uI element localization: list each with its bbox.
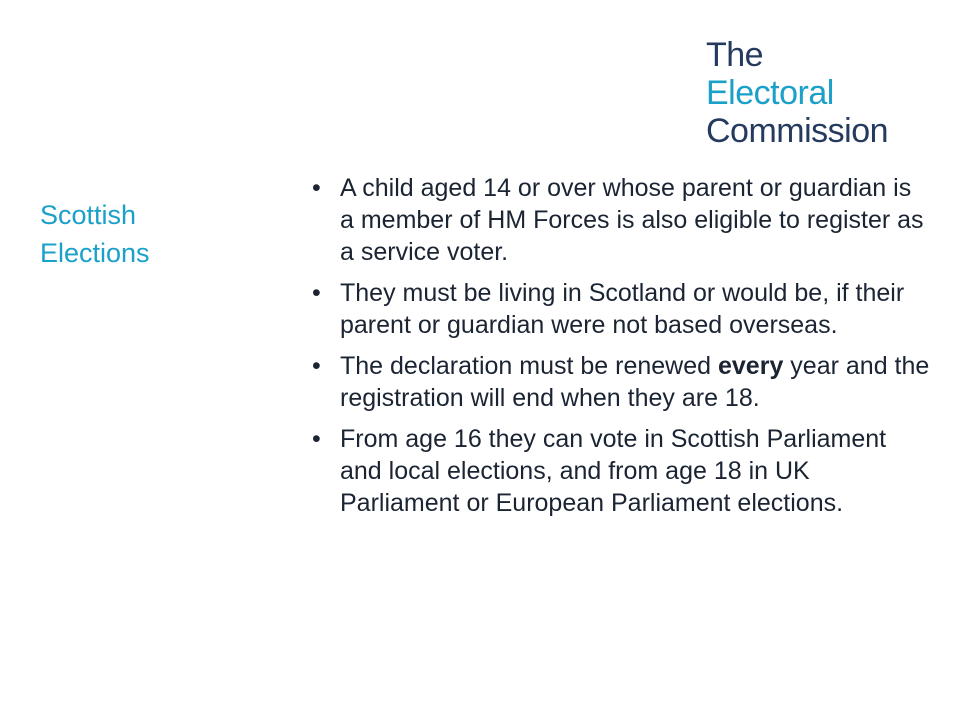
bullet-text: From age 16 they can vote in Scottish Parliament and local elections, and from age 18 in UK Parliament or European Parliament elections. <box>340 425 887 517</box>
bullet-dot-icon: • <box>312 352 321 380</box>
bullet-text-part2: year and the registration will end when they are 18. <box>340 352 930 412</box>
bullet-emphasis: every <box>718 352 784 380</box>
logo-line-the: The <box>706 36 764 74</box>
bullet-item <box>312 277 930 341</box>
bullet-text: A child aged 14 or over whose parent or guardian is a member of HM Forces is also eligible to register as a service voter. <box>340 174 924 266</box>
bullet-item <box>312 172 930 268</box>
bullet-item <box>312 423 930 519</box>
bullet-dot-icon: • <box>312 425 321 453</box>
section-title-line2: Elections <box>40 238 150 268</box>
bullet-text: They must be living in Scotland or would be, if their parent or guardian were not based overseas. <box>340 279 905 339</box>
section-title-line1: Scottish <box>40 200 137 230</box>
logo-line-commission: Commission <box>706 112 889 150</box>
section-title <box>40 196 240 272</box>
bullet-item <box>312 350 930 414</box>
bullet-list <box>312 172 932 528</box>
electoral-commission-logo <box>706 36 888 150</box>
logo-line-electoral: Electoral <box>706 74 834 112</box>
bullet-dot-icon: • <box>312 279 321 307</box>
bullet-text-part1: The declaration must be renewed <box>340 352 718 380</box>
bullet-dot-icon: • <box>312 174 321 202</box>
